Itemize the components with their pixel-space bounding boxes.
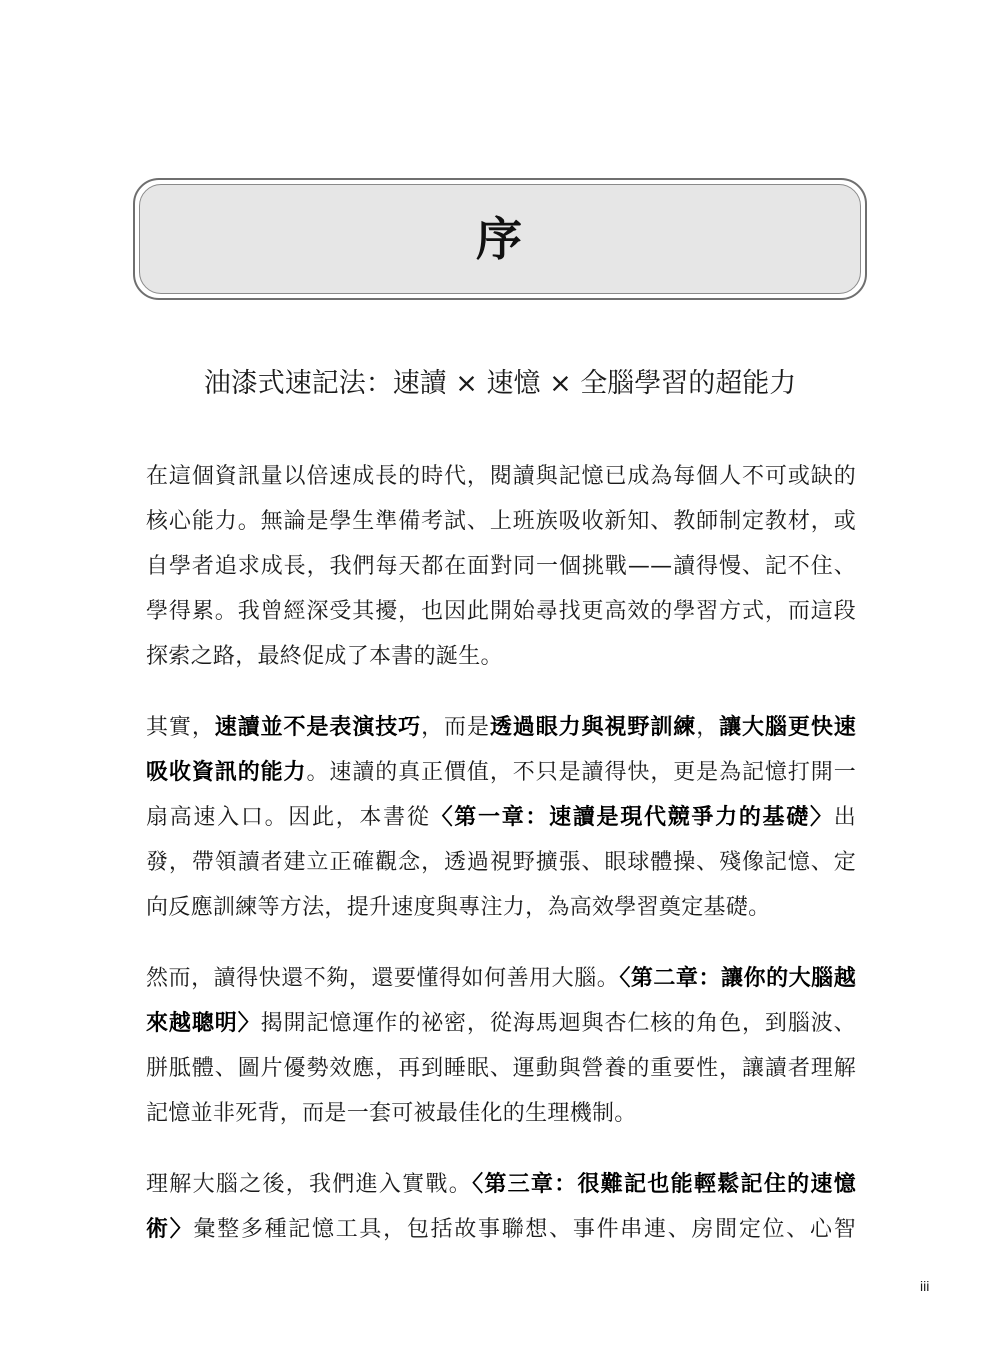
text-segment: 出	[833, 805, 856, 830]
text-segment: 記憶並非死背，而是一套可被最佳化的生理機制。	[146, 1101, 637, 1126]
chapter-title-inner	[139, 184, 861, 294]
text-line	[146, 885, 856, 930]
text-segment: 揭開記憶運作的祕密，從海馬迴與杏仁核的角色，到腦波、	[260, 1011, 856, 1036]
text-segment: 在這個資訊量以倍速成長的時代，閱讀與記憶已成為每個人不可或缺的	[146, 464, 856, 489]
page-number: iii	[920, 1278, 930, 1294]
text-line	[146, 1001, 856, 1046]
bold-text: 吸收資訊的能力	[146, 760, 307, 785]
paragraph	[146, 1162, 856, 1252]
text-line	[146, 589, 856, 634]
text-line	[146, 454, 856, 499]
bold-text: 〈第二章：讓你的大腦越	[619, 966, 856, 991]
bold-text: 〈第三章：很難記也能輕鬆記住的速憶	[472, 1172, 856, 1197]
bold-text: 讓大腦更快速	[719, 715, 857, 740]
text-segment: 理解大腦之後，我們進入實戰。	[146, 1172, 473, 1197]
text-segment: 。速讀的真正價值，不只是讀得快，更是為記憶打開一	[306, 760, 856, 785]
text-line	[146, 634, 856, 679]
chapter-title: 序	[476, 212, 524, 266]
text-line	[146, 795, 856, 840]
preface-body	[146, 454, 856, 1278]
text-segment: 然而，讀得快還不夠，還要懂得如何善用大腦。	[146, 966, 620, 991]
text-line	[146, 705, 856, 750]
text-line	[146, 750, 856, 795]
text-segment: 向反應訓練等方法，提升速度與專注力，為高效學習奠定基礎。	[146, 895, 771, 920]
text-segment: 胼胝體、圖片優勢效應，再到睡眠、運動與營養的重要性，讓讀者理解	[146, 1056, 856, 1081]
text-line	[146, 956, 856, 1001]
preface-subtitle: 油漆式速記法：速讀 × 速憶 × 全腦學習的超能力	[203, 368, 797, 399]
text-line	[146, 1046, 856, 1091]
text-segment: 探索之路，最終促成了本書的誕生。	[146, 644, 503, 669]
text-line	[146, 1162, 856, 1207]
paragraph	[146, 705, 856, 930]
paragraph	[146, 956, 856, 1136]
chapter-title-box	[133, 178, 867, 300]
bold-text: 〈第一章：速讀是現代競爭力的基礎〉	[430, 805, 834, 830]
text-line	[146, 499, 856, 544]
text-line	[146, 840, 856, 885]
text-segment: 學得累。我曾經深受其擾，也因此開始尋找更高效的學習方式，而這段	[146, 599, 856, 624]
bold-text: 速讀並不是表演技巧	[214, 715, 422, 740]
bold-text: 透過眼力與視野訓練	[489, 715, 697, 740]
text-segment: 扇高速入口。因此，本書從	[146, 805, 431, 830]
text-segment: 自學者追求成長，我們每天都在面對同一個挑戰——讀得慢、記不住、	[146, 554, 856, 579]
text-line	[146, 1091, 856, 1136]
text-segment: ，而是	[421, 715, 490, 740]
paragraph	[146, 454, 856, 679]
text-segment: 彙整多種記憶工具，包括故事聯想、事件串連、房間定位、心智	[193, 1217, 856, 1242]
text-line	[146, 1207, 856, 1252]
text-segment: 核心能力。無論是學生準備考試、上班族吸收新知、教師制定教材，或	[146, 509, 856, 534]
text-line	[146, 544, 856, 589]
bold-text: 來越聰明〉	[146, 1011, 261, 1036]
text-segment: 其實，	[146, 715, 215, 740]
text-segment: ，	[696, 715, 720, 740]
bold-text: 術〉	[146, 1217, 194, 1242]
text-segment: 發，帶領讀者建立正確觀念，透過視野擴張、眼球體操、殘像記憶、定	[146, 850, 856, 875]
